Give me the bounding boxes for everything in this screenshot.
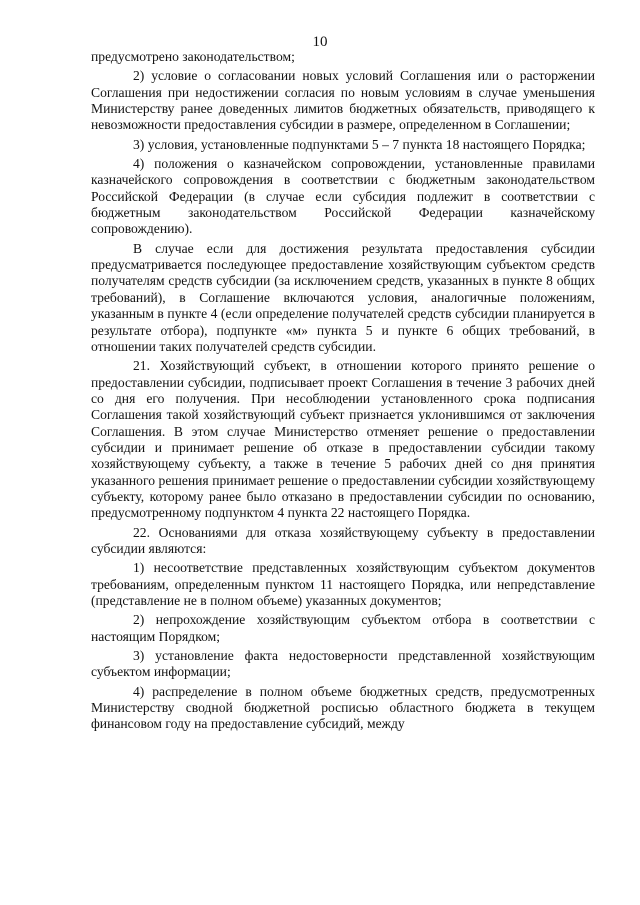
document-body: [91, 49, 595, 736]
paragraph-20-recipients: В случае если для достижения результата предоставления субсидии предусматривается последующее предоставление хозяйствующим субъектом средств получателям средств субсидии (за исключением средств, указанных в пункте 8 общих требований), в Соглашение включаются условия, аналогичные положениям, указанным в пункте 4 (если определение получателей средств субсидии планируется в результате отбора), подпункте «м» пункта 5 и пункте 6 общих требований, в отношении таких получателей средств субсидии.: [91, 240, 595, 354]
paragraph-22-item-3: 3) установление факта недостоверности представленной хозяйствующим субъектом информации;: [91, 648, 595, 680]
page-number: 10: [312, 34, 328, 50]
paragraph-continuation: предусмотрено законодательством;: [91, 49, 295, 64]
paragraph-22: 22. Основаниями для отказа хозяйствующему субъекту в предоставлении субсидии являются:: [91, 524, 595, 556]
paragraph-22-item-1: 1) несоответствие представленных хозяйствующим субъектом документов требованиям, определенным пунктом 11 настоящего Порядка, или непредставление (представление не в полном объеме) указанных документов;: [91, 560, 595, 608]
paragraph-22-item-4: 4) распределение в полном объеме бюджетных средств, предусмотренных Министерству сводной бюджетной росписью областного бюджета в текущем финансовом году на предоставление субсидий, между: [91, 683, 595, 732]
paragraph-22-item-2: 2) непрохождение хозяйствующим субъектом отбора в соответствии с настоящим Порядком;: [91, 612, 595, 644]
paragraph-20-item-2: 2) условие о согласовании новых условий Соглашения или о расторжении Соглашения при недостижении согласия по новым условиям в случае уменьшения Министерству ранее доведенных лимитов бюджетных обязательств, приводящего к невозможности предоставления субсидии в размере, определенном в Соглашении;: [91, 68, 595, 133]
paragraph-20-item-4: 4) положения о казначейском сопровождении, установленные правилами казначейского сопровождения в соответствии с бюджетным законодательством Российской Федерации (в случае если субсидия подлежит в соответствии с бюджетным законодательством Российской Федерации казначейскому сопровождению).: [91, 156, 595, 237]
paragraph-20-item-3: 3) условия, установленные подпунктами 5 – 7 пункта 18 настоящего Порядка;: [133, 136, 586, 152]
paragraph-21: 21. Хозяйствующий субъект, в отношении которого принято решение о предоставлении субсидии, подписывает проект Соглашения в течение 3 рабочих дней со дня его получения. При несоблюдении установленного срока подписания Соглашения такой хозяйствующий субъект признается уклонившимся от заключения Соглашения. В этом случае Министерство отменяет решение о предоставлении субсидии и принимает решение об отказе в предоставлении субсидии такому хозяйствующему субъекту, а также в течение 5 рабочих дней со дня принятия указанного решения принимает решение о предоставлении субсидии хозяйствующему субъекту, которому ранее было отказано в предоставлении субсидии по основанию, предусмотренному подпунктом 4 пункта 22 настоящего Порядка.: [91, 358, 595, 521]
